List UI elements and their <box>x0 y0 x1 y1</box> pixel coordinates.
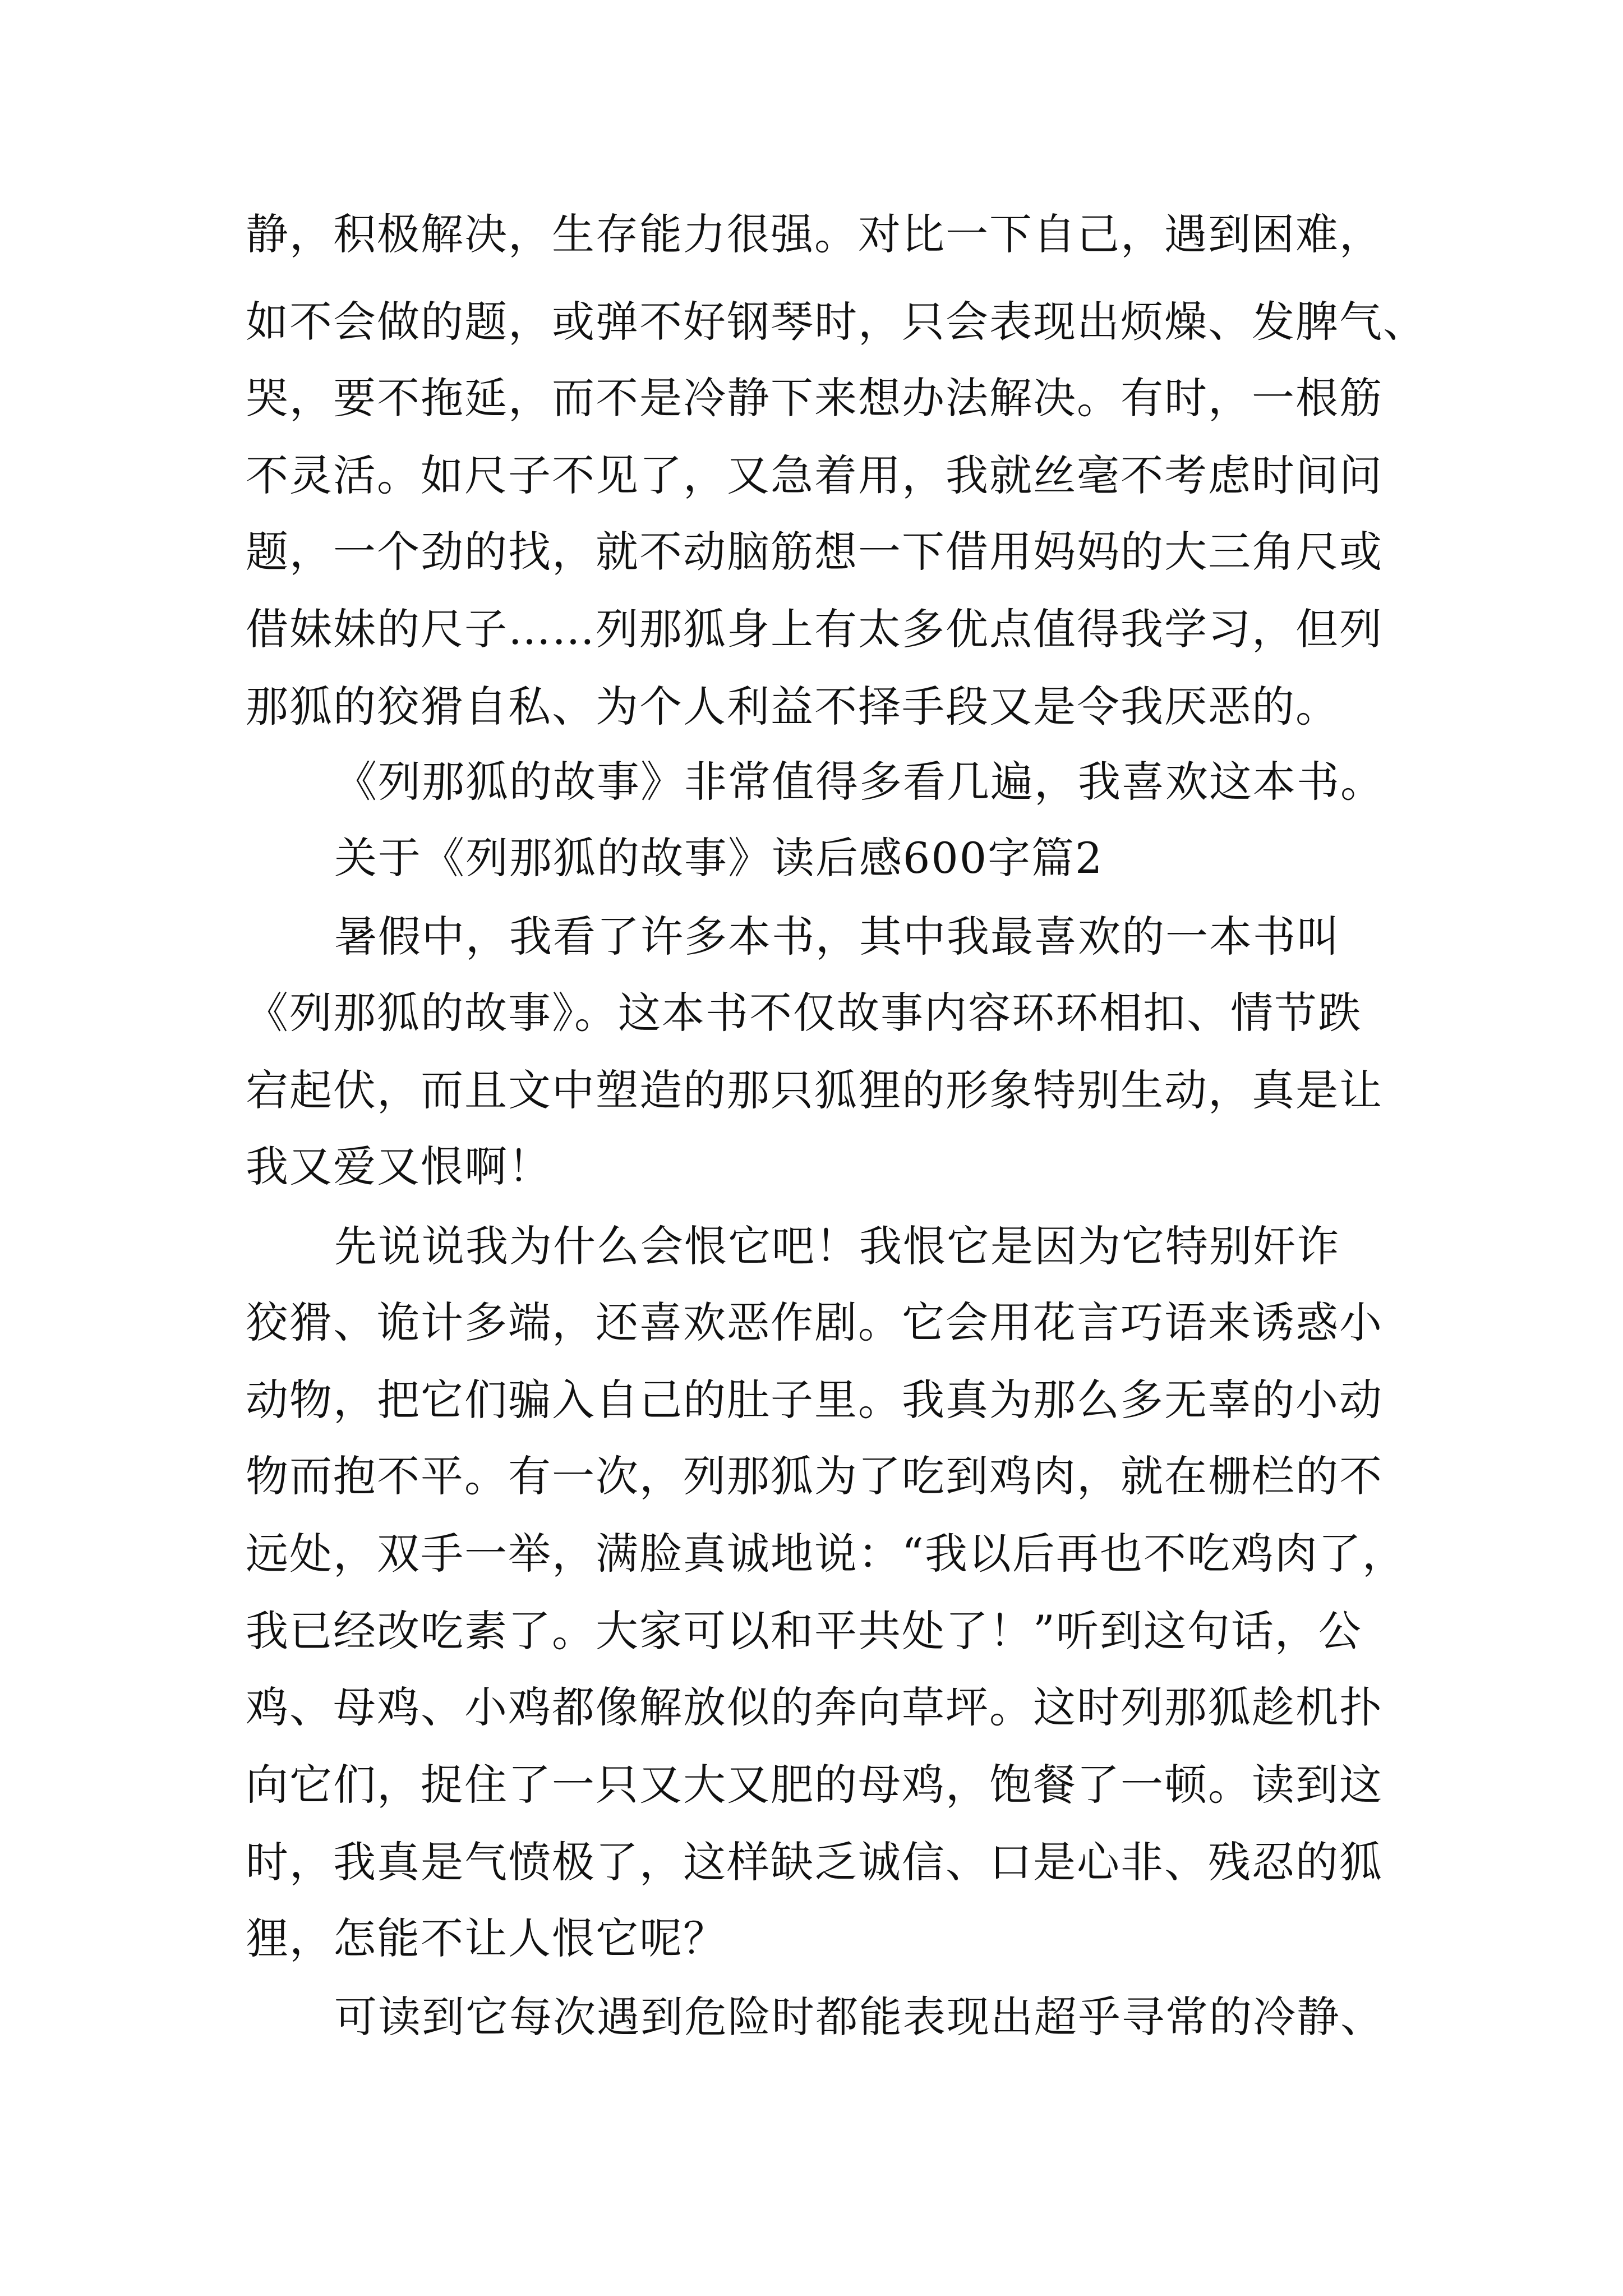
text-line: 静，积极解决，生存能力很强。对比一下自己，遇到困难， <box>246 209 1383 259</box>
paragraph-line: 暑假中，我看了许多本书，其中我最喜欢的一本书叫 <box>334 912 1340 961</box>
text-line: 《列那狐的故事》。这本书不仅故事内容环环相扣、情节跌 <box>246 988 1362 1038</box>
text-line: 借妹妹的尺子……列那狐身上有太多优点值得我学习，但列 <box>246 604 1383 654</box>
text-line: 那狐的狡猾自私、为个人利益不择手段又是令我厌恶的。 <box>246 682 1339 731</box>
paragraph-line: 《列那狐的故事》非常值得多看几遍，我喜欢这本书。 <box>334 757 1384 807</box>
text-line: 时，我真是气愤极了，这样缺乏诚信、口是心非、残忍的狐 <box>246 1837 1383 1887</box>
text-line: 物而抱不平。有一次，列那狐为了吃到鸡肉，就在栅栏的不 <box>246 1451 1383 1501</box>
text-line: 如不会做的题，或弹不好钢琴时，只会表现出烦燥、发脾气、 <box>246 297 1427 347</box>
text-line: 鸡、母鸡、小鸡都像解放似的奔向草坪。这时列那狐趁机扑 <box>246 1682 1383 1732</box>
text-line: 哭，要不拖延，而不是冷静下来想办法解决。有时，一根筋 <box>246 373 1383 423</box>
text-line: 宕起伏，而且文中塑造的那只狐狸的形象特别生动，真是让 <box>246 1065 1383 1115</box>
text-line: 狡猾、诡计多端，还喜欢恶作剧。它会用花言巧语来诱惑小 <box>246 1297 1383 1347</box>
text-line: 我又爱又恨啊！ <box>246 1142 552 1191</box>
paragraph-line: 可读到它每次遇到危险时都能表现出超乎寻常的冷静、 <box>334 1992 1384 2042</box>
text-line: 我已经改吃素了。大家可以和平共处了！”听到这句话，公 <box>246 1606 1362 1656</box>
text-line: 狸，怎能不让人恨它呢？ <box>246 1913 727 1963</box>
paragraph-line: 先说说我为什么会恨它吧！我恨它是因为它特别奸诈 <box>334 1221 1340 1271</box>
text-line: 题，一个劲的找，就不动脑筋想一下借用妈妈的大三角尺或 <box>246 527 1383 577</box>
text-line: 动物，把它们骗入自己的肚子里。我真为那么多无辜的小动 <box>246 1375 1383 1425</box>
text-line: 远处，双手一举，满脸真诚地说：“我以后再也不吃鸡肉了， <box>246 1529 1406 1579</box>
text-line: 向它们，捉住了一只又大又肥的母鸡，饱餐了一顿。读到这 <box>246 1760 1383 1810</box>
text-line: 不灵活。如尺子不见了，又急着用，我就丝毫不考虑时间问 <box>246 450 1383 500</box>
section-heading: 关于《列那狐的故事》读后感600字篇2 <box>334 833 1104 883</box>
